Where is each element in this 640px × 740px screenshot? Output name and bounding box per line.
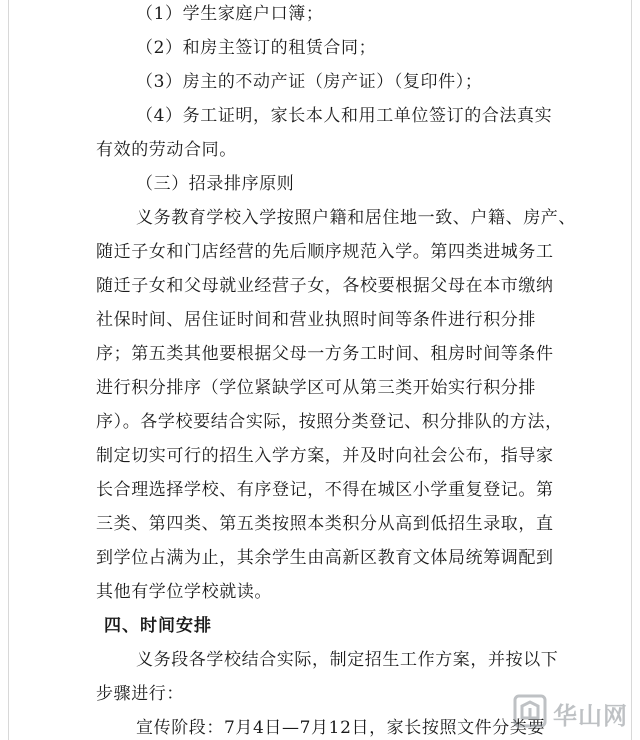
paragraph-line: 义务段各学校结合实际，制定招生工作方案，并按以下 <box>136 650 559 670</box>
page-left-edge <box>8 0 9 740</box>
watermark <box>513 694 628 732</box>
section-heading-admission-order: （三）招录排序原则 <box>136 174 295 194</box>
watermark-logo-icon <box>513 694 547 732</box>
paragraph-line: 序）。各学校要结合实际，按照分类登记、积分排队的方法， <box>96 412 563 432</box>
paragraph-line: 长合理选择学校、有序登记，不得在城区小学重复登记。第 <box>96 480 554 500</box>
page-right-edge <box>631 0 632 740</box>
paragraph-line: 随迁子女和门店经营的先后顺序规范入学。第四类进城务工 <box>96 242 554 262</box>
list-item-work-proof: （4）务工证明，家长本人和用工单位签订的合法真实 <box>136 106 553 126</box>
paragraph-line: 义务教育学校入学按照户籍和居住地一致、户籍、房产、 <box>136 208 576 228</box>
paragraph-line: 其他有学位学校就读。 <box>96 582 272 602</box>
paragraph-line: 随迁子女和父母就业经营子女，各校要根据父母在本市缴纳 <box>96 276 554 296</box>
paragraph-line: 社保时间、居住证时间和营业执照时间等条件进行积分排 <box>96 310 536 330</box>
list-item-household-register: （1）学生家庭户口簿； <box>136 4 324 24</box>
watermark-text: 华山网 <box>553 701 628 730</box>
paragraph-line: 序；第五类其他要根据父母一方务工时间、租房时间等条件 <box>96 344 554 364</box>
section-heading-schedule: 四、时间安排 <box>104 616 212 636</box>
list-item-lease-contract: （2）和房主签订的租赁合同； <box>136 38 377 58</box>
paragraph-line: 到学位占满为止，其余学生由高新区教育文体局统筹调配到 <box>96 548 554 568</box>
paragraph-line: 步骤进行： <box>96 684 184 704</box>
paragraph-line: 有效的劳动合同。 <box>96 140 237 160</box>
paragraph-line: 宣传阶段：7月4日—7月12日，家长按照文件分类要 <box>136 718 546 738</box>
paragraph-line: 进行积分排序（学位紧缺学区可从第三类开始实行积分排 <box>96 378 536 398</box>
paragraph-line: 制定切实可行的招生入学方案，并及时向社会公布，指导家 <box>96 446 554 466</box>
list-item-property-certificate: （3）房主的不动产证（房产证）（复印件）； <box>136 72 483 92</box>
paragraph-line: 三类、第四类、第五类按照本类积分从高到低招生录取，直 <box>96 514 554 534</box>
